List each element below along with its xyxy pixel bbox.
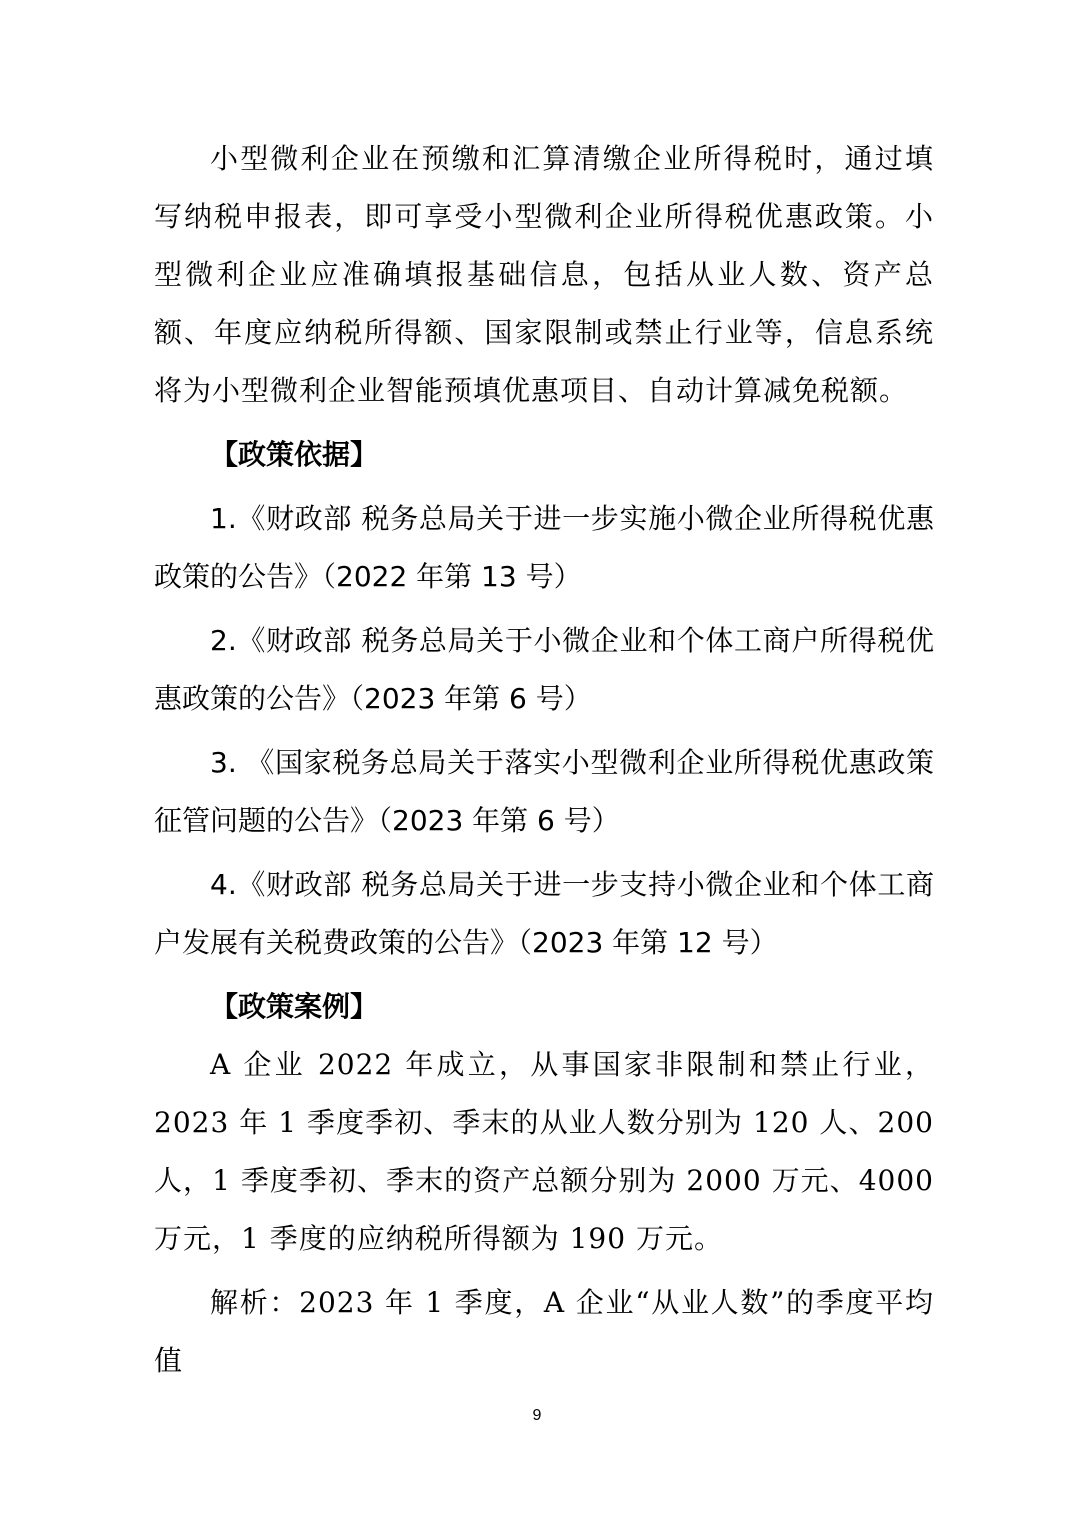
case-paragraph: A 企业 2022 年成立，从事国家非限制和禁止行业，2023 年 1 季度季初、季末的从业人数分别为 120 人、200 人，1 季度季初、季末的资产总额分别为 2000 万元、4000 万元，1 季度的应纳税所得额为 190 万元。: [154, 1048, 934, 1255]
page-number: 9: [532, 1407, 542, 1424]
document-page: [154, 130, 934, 1390]
policy-basis-heading: 【政策依据】: [210, 438, 379, 471]
intro-paragraph: 小型微利企业在预缴和汇算清缴企业所得税时，通过填写纳税申报表，即可享受小型微利企业所得税优惠政策。小型微利企业应准确填报基础信息，包括从业人数、资产总额、年度应纳税所得额、国家限制或禁止行业等，信息系统将为小型微利企业智能预填优惠项目、自动计算减免税额。: [154, 142, 934, 407]
reference-item-1: 1.《财政部 税务总局关于进一步实施小微企业所得税优惠政策的公告》（2022 年第 13 号）: [154, 502, 934, 593]
policy-case-heading: 【政策案例】: [210, 990, 379, 1023]
analysis-paragraph: 解析：2023 年 1 季度，A 企业“从业人数”的季度平均值: [154, 1286, 934, 1377]
reference-item-4: 4.《财政部 税务总局关于进一步支持小微企业和个体工商户发展有关税费政策的公告》（2023 年第 12 号）: [154, 868, 934, 959]
reference-item-2: 2.《财政部 税务总局关于小微企业和个体工商户所得税优惠政策的公告》（2023 年第 6 号）: [154, 624, 934, 715]
reference-item-3: 3. 《国家税务总局关于落实小型微利企业所得税优惠政策征管问题的公告》（2023 年第 6 号）: [154, 746, 934, 837]
